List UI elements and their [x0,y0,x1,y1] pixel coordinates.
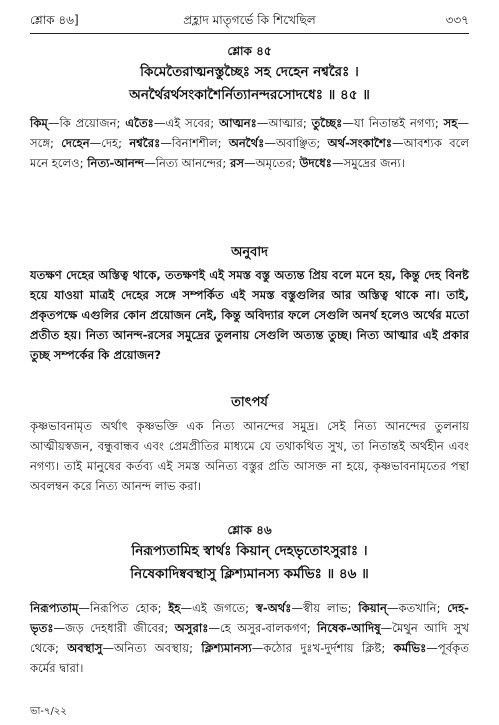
shloka-46-number: শ্লোক ৪৬ [227,523,272,537]
synonym-meaning: —কতখানি; [386,601,448,615]
header-chapter-title: প্রহ্লাদ মাতৃগর্ভে কি শিখেছিল [183,13,316,27]
synonym-meaning: —দেহ; [89,136,130,150]
header-divider [30,33,469,34]
tatparya-heading: তাৎপর্য [231,395,268,410]
synonyms-46-text [30,598,469,678]
synonym-meaning: —স্বীয় লাভ; [291,601,359,615]
synonym-term: কর্মভিঃ [393,641,427,655]
synonyms-45 [30,113,469,173]
synonym-meaning: —বিনাশশীল; [160,136,229,150]
synonyms-45-text [30,113,469,173]
synonym-term: রস [230,156,245,170]
synonym-meaning: —সমুদ্রের জন্য। [331,156,405,170]
synonym-term: আত্মনঃ [219,116,257,130]
synonym-term: তুচ্ছৈঃ [311,116,343,130]
synonym-term: উদধেঃ [299,156,332,170]
shloka-46-line-1: নিরূপ্যতামিহ স্বার্থঃ কিয়ান্ দেহভৃতোঽসুরাঃ । [131,543,368,559]
synonym-term: অসুরাঃ [174,621,209,635]
synonym-term: কিয়ান্ [358,601,387,615]
header-verse-ref: শ্লোক ৪৬] [30,13,79,27]
synonym-term: অর্থ-সংকাশৈঃ [327,136,393,150]
synonym-term: নিরূপ্যতাম্ [30,601,79,615]
synonym-term: কিম্ [30,116,48,130]
anubad-heading: অনুবাদ [231,245,268,260]
synonym-meaning: —কি প্রয়োজন; [47,116,126,130]
synonym-term: নশ্বরৈঃ [129,136,161,150]
synonym-term: নিত্য-আনন্দ [87,156,145,170]
synonym-meaning: —নিত্য আনন্দের; [144,156,231,170]
synonym-term: ক্লিশ্যমানস্য [201,641,252,655]
synonym-meaning: —এই জগতে; [180,601,256,615]
synonym-meaning: —মৈথুন আদি সুখ থেকে; [30,621,469,655]
synonym-meaning: —অবাঞ্ছিত; [264,136,328,150]
synonym-meaning: —আবশ্যক বলে মনে হলেও; [30,136,469,170]
synonym-meaning: —আত্মার; [256,116,312,130]
page-number: ৩৩৭ [445,13,469,27]
synonym-term: ইহ [168,601,181,615]
synonym-meaning: —এই সবের; [153,116,220,130]
synonym-meaning: —অমৃতের; [244,156,300,170]
synonym-term: সহ [443,116,458,130]
synonym-term: দেহ-ভৃতঃ [30,601,469,635]
synonym-meaning: —নিরূপিত হোক; [78,601,169,615]
synonym-term: নিষেক-আদিষু [317,621,381,635]
synonym-meaning: —অনিত্য অবস্থায়; [102,641,202,655]
anubad-text: যতক্ষণ দেহের অস্তিত্ব থাকে, ততক্ষণই এই সমস্ত বস্তু অত্যন্ত প্রিয় বলে মনে হয়, কিন্তু দেহ বিনষ্ট হয়ে যাওয়া মাত্রই দেহের সঙ্গে সম্পর্কিত এই সমস্ত বস্তুগুলির আর অস্তিত্ব থাকে না। তাই, প্রকৃতপক্ষে এগুলির কোন প্রয়োজন নেই, কিন্তু অবিদ্যার ফলে সেগুলি অনর্থ হলেও অর্থের মতো প্রতীত হয়। নিত্য আনন্দ-রসের সমুদ্রের তুলনায় সেগুলি অত্যন্ত তুচ্ছ। নিত্য আত্মার এই প্রকার তুচ্ছ সম্পর্কের কি প্রয়োজন? [30,268,469,362]
synonym-term: অনর্থৈঃ [228,136,265,150]
synonym-meaning: —সঙ্গে; [30,116,469,150]
footer-signature: ভা-৭/২২ [30,706,67,717]
shloka-45-line-1: কিমেতৈরাত্মনস্তুচ্ছৈঃ সহ দেহেন নশ্বরৈঃ । [140,64,359,80]
tatparya-text: কৃষ্ণভাবনামৃত অর্থাৎ কৃষ্ণভক্তি এক নিত্য আনন্দের সমুদ্র। সেই নিত্য আনন্দের তুলনায় আত্মীয়স্বজন, বন্ধুবান্ধব এবং প্রেমপ্রীতির মাধ্যমে যে তথাকথিত সুখ, তা নিতান্তই অর্থহীন এবং নগণ্য। তাই মানুষের কর্তব্য এই সমস্ত অনিত্য বস্তুর প্রতি আসক্ত না হয়ে, কৃষ্ণভাবনামৃতের পন্থা অবলম্বন করে নিত্য আনন্দ লাভ করা। [30,419,469,493]
synonym-meaning: —হে অসুর-বালকগণ; [208,621,318,635]
shloka-46-line-2: নিষেকাদিষ্ববস্থাসু ক্লিশ্যমানস্য কর্মভিঃ ॥ ৪৬ ॥ [130,566,369,582]
synonym-meaning: —যা নিতান্তই নগণ্য; [342,116,444,130]
synonym-term: স্ব-অর্থঃ [255,601,292,615]
synonym-term: এতৈঃ [125,116,154,130]
anubad-paragraph [30,265,469,365]
tatparya-paragraph [30,416,469,496]
synonym-term: দেহেন [61,136,90,150]
synonym-term: অবস্থাসু [67,641,103,655]
running-header [30,12,469,30]
synonym-meaning: —জড় দেহধারী জীবের; [53,621,175,635]
synonym-meaning: —কঠোর দুঃখ-দুর্দশায় ক্লিষ্ট; [251,641,394,655]
synonym-meaning: —পূর্বকৃত কর্মের দ্বারা। [30,641,469,675]
shloka-45-line-2: অনর্থৈরর্থসংকাশৈর্নিত্যানন্দরসোদধেঃ ॥ ৪৫ ॥ [129,87,370,103]
synonyms-46 [30,598,469,678]
shloka-45-number: শ্লোক ৪৫ [227,44,272,58]
